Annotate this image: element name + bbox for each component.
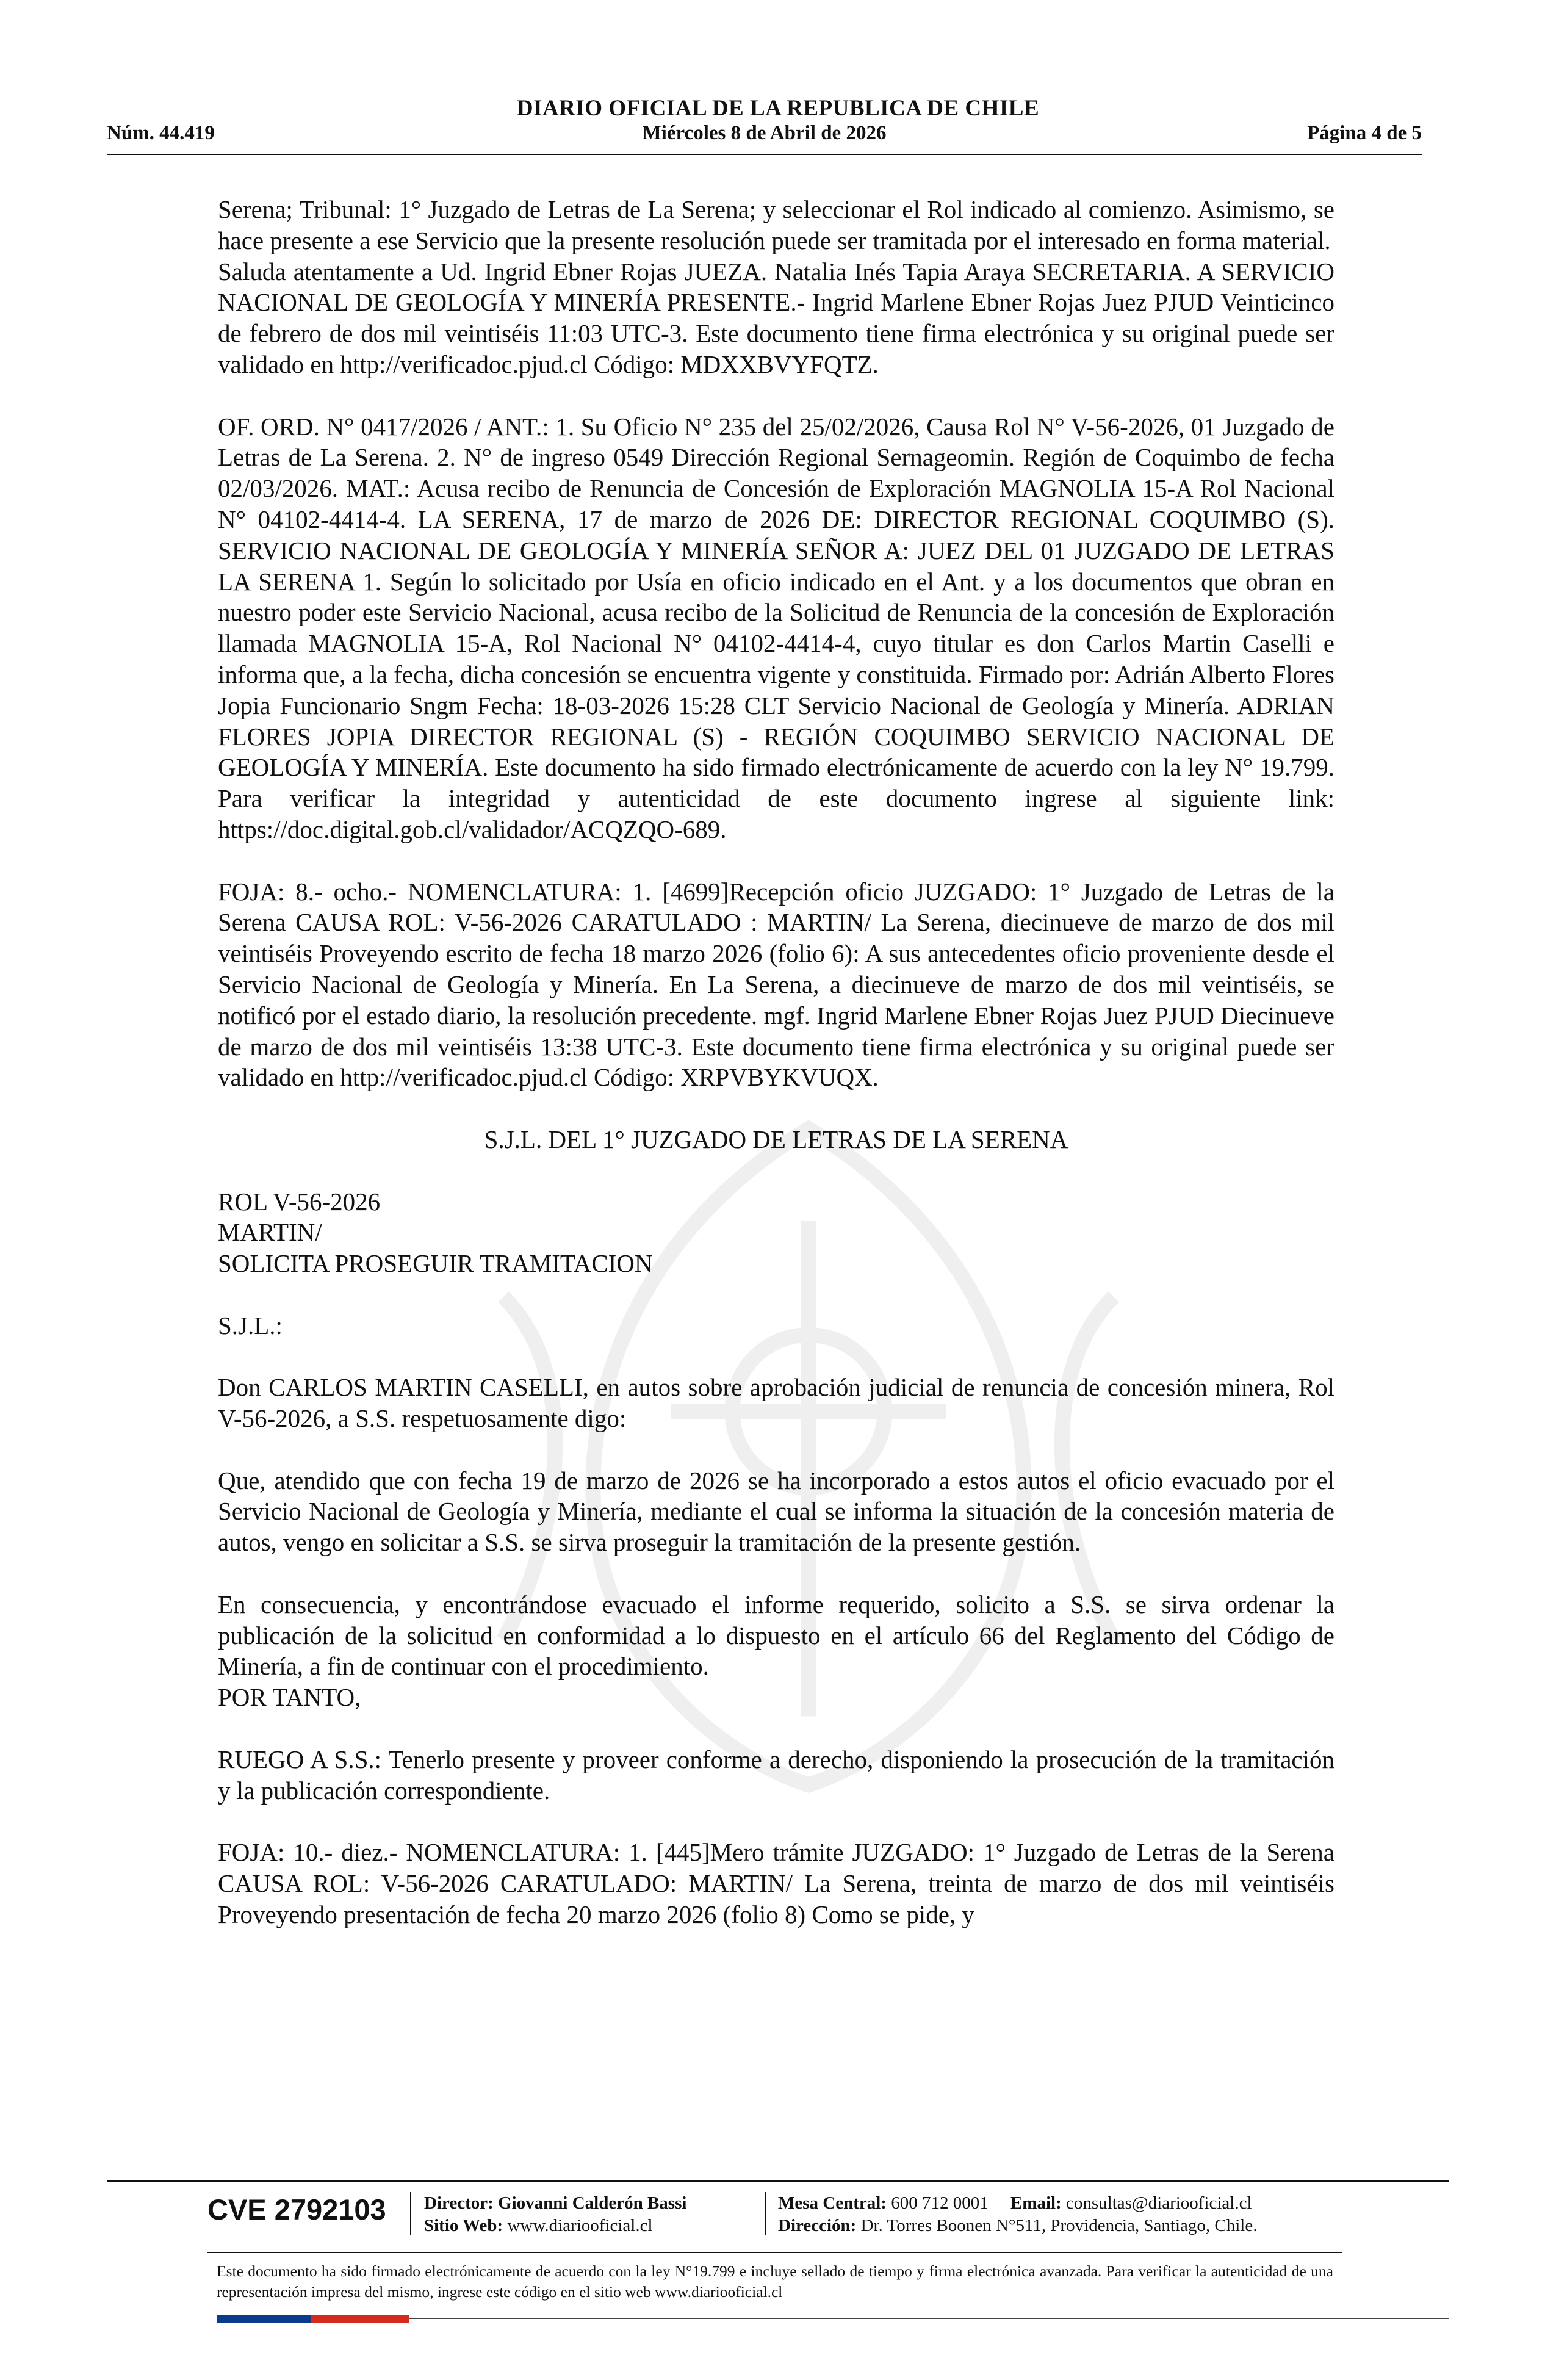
solicita-line: SOLICITA PROSEGUIR TRAMITACION: [218, 1249, 653, 1278]
email-link[interactable]: consultas@diariooficial.cl: [1066, 2193, 1252, 2213]
document-body: [218, 194, 1334, 1930]
address-value: Dr. Torres Boonen N°511, Providencia, Santiago, Chile.: [860, 2216, 1258, 2235]
paragraph-7: En consecuencia, y encontrándose evacuado el informe requerido, solicito a S.S. se sirva ordenar la publicación de la solicitud en conformidad a lo dispuesto en el artículo 66 del Reglamento del Código de Minería, a fin de continuar con el procedimiento.: [218, 1590, 1334, 1681]
footer-divider-top: [107, 2180, 1449, 2182]
paragraph-3: OF. ORD. N° 0417/2026 / ANT.: 1. Su Oficio N° 235 del 25/02/2026, Causa Rol N° V-56-2026, 01 Juzgado de Letras de La Serena. 2. N° de ingreso 0549 Dirección Regional Sernageomin. Región de Coquimbo de fecha 02/03/2026. MAT.: Acusa recibo de Renuncia de Concesión de Exploración MAGNOLIA 15-A Rol Nacional N° 04102-4414-4. LA SERENA, 17 de marzo de 2026 DE: DIRECTOR REGIONAL COQUIMBO (S). SERVICIO NACIONAL DE GEOLOGÍA Y MINERÍA SEÑOR A: JUEZ DEL 01 JUZGADO DE LETRAS LA SERENA 1. Según lo solicitado por Usía en oficio indicado en el Ant. y a los documentos que obran en nuestro poder este Servicio Nacional, acusa recibo de la Solicitud de Renuncia de la concesión de Exploración llamada MAGNOLIA 15-A, Rol Nacional N° 04102-4414-4, cuyo titular es don Carlos Martin Caselli e informa que, a la fecha, dicha concesión se encuentra vigente y constituida. Firmado por: Adrián Alberto Flores Jopia Funcionario Sngm Fecha: 18-03-2026 15:28 CLT Servicio Nacional de Geología y Minería. ADRIAN FLORES JOPIA DIRECTOR REGIONAL (S) - REGIÓN COQUIMBO SERVICIO NACIONAL DE GEOLOGÍA Y MINERÍA. Este documento ha sido firmado electrónicamente de acuerdo con la ley N° 19.799. Para verificar la integridad y autenticidad de este documento ingrese al siguiente link: https://doc.digital.gob.cl/validador/ACQZQO-689.: [218, 412, 1334, 843]
paragraph-4: FOJA: 8.- ocho.- NOMENCLATURA: 1. [4699]Recepción oficio JUZGADO: 1° Juzgado de Letras de la Serena CAUSA ROL: V-56-2026 CARATULADO : MARTIN/ La Serena, diecinueve de marzo de dos mil veintiséis Proveyendo escrito de fecha 18 marzo 2026 (folio 6): A sus antecedentes oficio proveniente desde el Servicio Nacional de Geología y Minería. En La Serena, a diecinueve de marzo de dos mil veintiséis, se notificó por el estado diario, la resolución precedente. mgf. Ingrid Marlene Ebner Rojas Juez PJUD Diecinueve de marzo de dos mil veintiséis 13:38 UTC-3. Este documento tiene firma electrónica y su original puede ser validado en http://verificadoc.pjud.cl Código: XRPVBYKVUQX.: [218, 877, 1334, 1092]
flag-stripe-red: [311, 2315, 409, 2323]
paragraph-8: RUEGO A S.S.: Tenerlo presente y proveer conforme a derecho, disponiendo la prosecución de la tramitación y la publicación correspondiente.: [218, 1745, 1334, 1805]
cve-code: CVE 2792103: [207, 2193, 386, 2226]
header-row: [107, 122, 1422, 149]
director-label: Director:: [424, 2193, 494, 2213]
flag-stripe-blue: [217, 2315, 311, 2323]
paragraph-2: Saluda atentamente a Ud. Ingrid Ebner Rojas JUEZA. Natalia Inés Tapia Araya SECRETARIA. A SERVICIO NACIONAL DE GEOLOGÍA Y MINERÍA PRESENTE.- Ingrid Marlene Ebner Rojas Juez PJUD Veinticinco de febrero de dos mil veintiséis 11:03 UTC-3. Este documento tiene firma electrónica y su original puede ser validado en http://verificadoc.pjud.cl Código: MDXXBVYFQTZ.: [218, 257, 1334, 378]
caratulado-line: MARTIN/: [218, 1218, 322, 1247]
footer-separator: [410, 2192, 411, 2235]
mesa-phone: 600 712 0001: [891, 2193, 989, 2213]
issue-date: Miércoles 8 de Abril de 2026: [642, 122, 887, 144]
web-link[interactable]: www.diariooficial.cl: [507, 2216, 653, 2235]
por-tanto: POR TANTO,: [218, 1683, 361, 1712]
mesa-label: Mesa Central:: [778, 2193, 887, 2213]
paragraph-1: Serena; Tribunal: 1° Juzgado de Letras de La Serena; y seleccionar el Rol indicado al comienzo. Asimismo, se hace presente a ese Servicio que la presente resolución puede ser tramitada por el interesado en forma material.: [218, 195, 1334, 254]
paragraph-6: Que, atendido que con fecha 19 de marzo de 2026 se ha incorporado a estos autos el oficio evacuado por el Servicio Nacional de Geología y Minería, mediante el cual se informa la situación de la concesión materia de autos, vengo en solicitar a S.S. se sirva proseguir la tramitación de la presente gestión.: [218, 1466, 1334, 1557]
paragraph-5: Don CARLOS MARTIN CASELLI, en autos sobre aprobación judicial de renuncia de concesión minera, Rol V-56-2026, a S.S. respetuosamente digo:: [218, 1373, 1334, 1433]
footer-divider-mid: [207, 2252, 1342, 2253]
footer-contact-block: [778, 2192, 1257, 2237]
paragraph-9: FOJA: 10.- diez.- NOMENCLATURA: 1. [445]Mero trámite JUZGADO: 1° Juzgado de Letras de la Serena CAUSA ROL: V-56-2026 CARATULADO: MARTIN/ La Serena, treinta de marzo de dos mil veintiséis Proveyendo presentación de fecha 20 marzo 2026 (folio 8) Como se pide, y: [218, 1838, 1334, 1928]
sjl-salutation: S.J.L.:: [218, 1311, 283, 1340]
rol-line: ROL V-56-2026: [218, 1187, 381, 1216]
director-name: Giovanni Calderón Bassi: [498, 2193, 687, 2213]
address-label: Dirección:: [778, 2216, 857, 2235]
newspaper-title: DIARIO OFICIAL DE LA REPUBLICA DE CHILE: [516, 96, 1040, 121]
footer-verification-note: Este documento ha sido firmado electrónicamente de acuerdo con la ley N°19.799 e incluye sellado de tiempo y firma electrónica avanzada. Para verificar la autenticidad de una representación impresa del mismo, ingrese este código en el sitio web www.diariooficial.cl: [217, 2262, 1333, 2301]
web-label: Sitio Web:: [424, 2216, 503, 2235]
email-label: Email:: [1010, 2193, 1062, 2213]
court-heading: S.J.L. DEL 1° JUZGADO DE LETRAS DE LA SERENA: [484, 1125, 1068, 1153]
footer-separator: [765, 2192, 766, 2235]
footer-divider-bottom: [409, 2318, 1449, 2319]
issue-number: Núm. 44.419: [107, 122, 215, 144]
page-indicator: Página 4 de 5: [1307, 122, 1422, 144]
header-divider: [107, 154, 1422, 155]
footer-director-block: [424, 2192, 686, 2237]
